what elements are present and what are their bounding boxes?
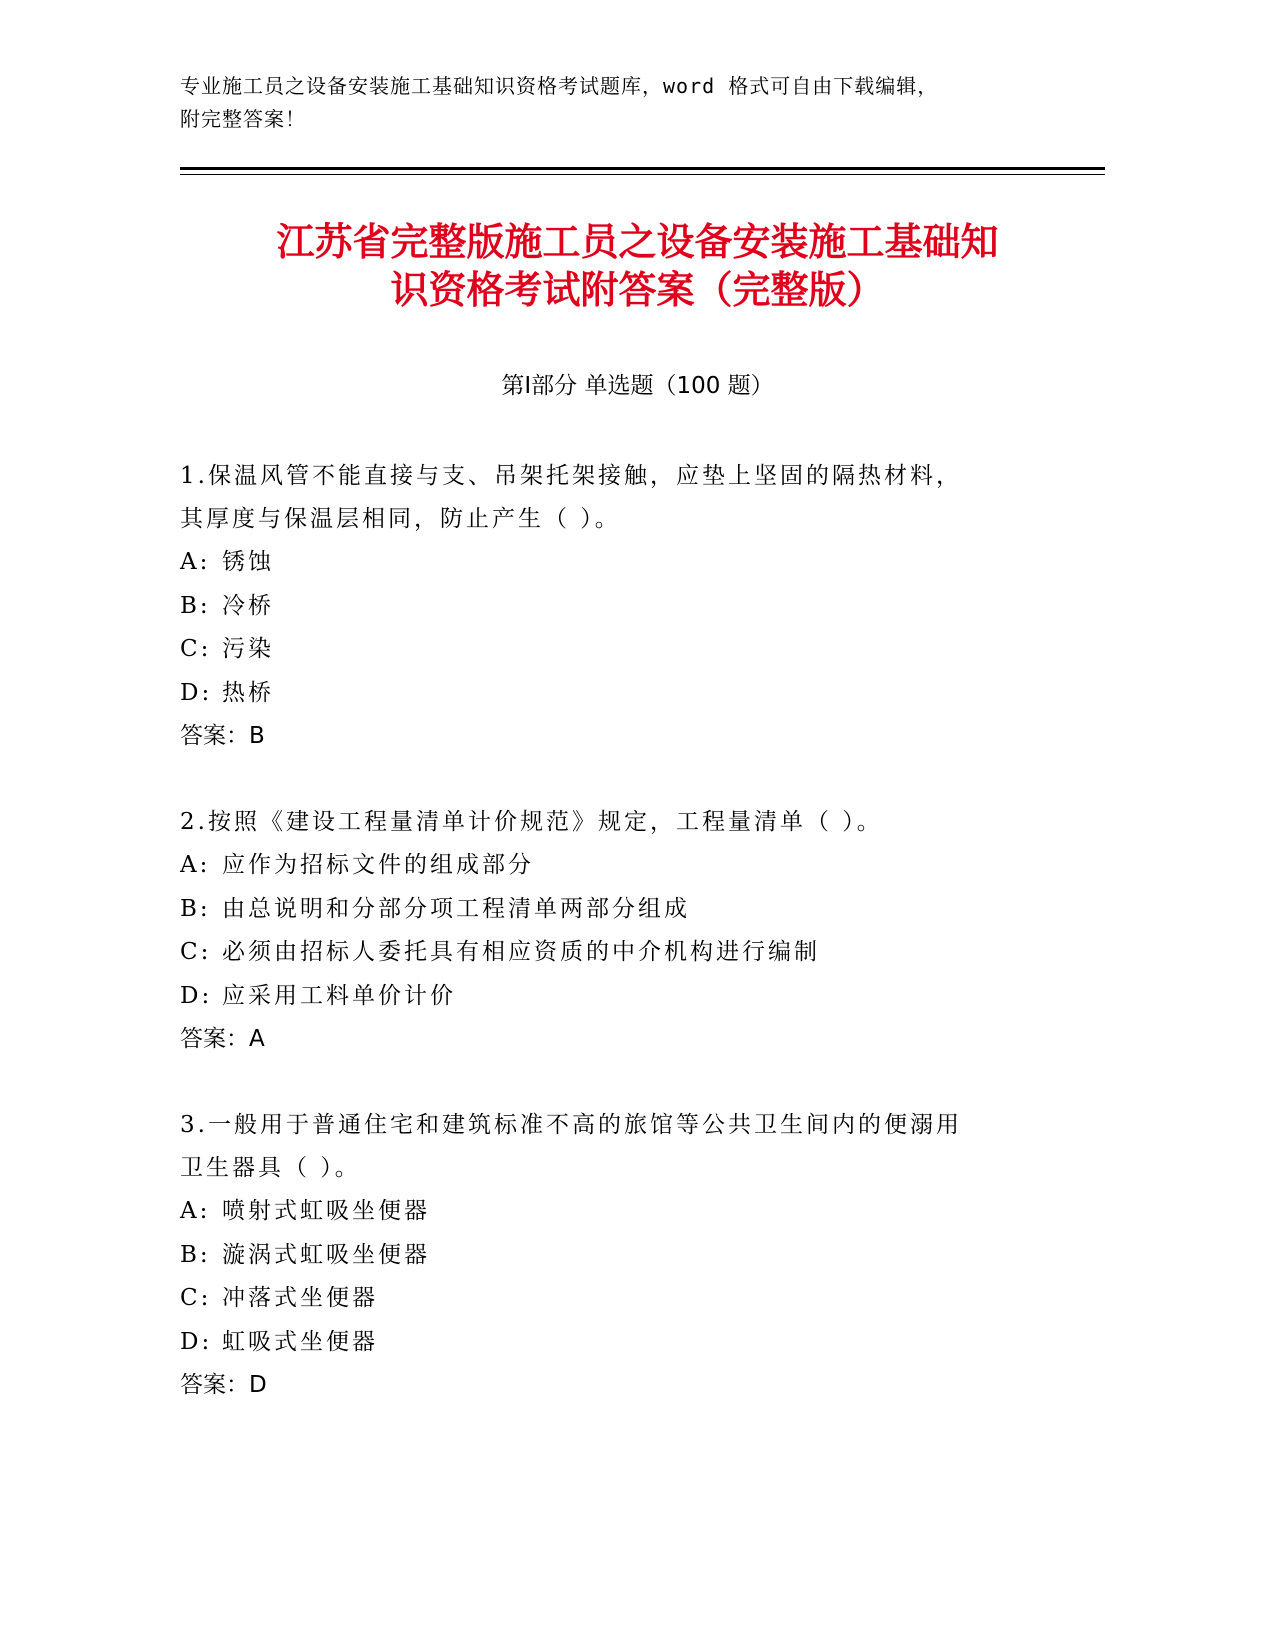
option-text: 热桥: [222, 679, 274, 706]
question-stem-line: 卫生器具（ ）。: [180, 1155, 361, 1181]
option-text: 应采用工料单价计价: [222, 982, 456, 1009]
option-a: [180, 1190, 1080, 1234]
header-note: [180, 70, 1080, 136]
title-line-1: 江苏省完整版施工员之设备安装施工基础知: [276, 220, 999, 264]
option-text: 锈蚀: [222, 549, 274, 575]
answer-line: 答案：D: [180, 1372, 267, 1398]
option-label: A:: [180, 1198, 211, 1224]
section-heading: 第Ⅰ部分 单选题（100 题）: [501, 373, 774, 399]
question-stem-line: 1.保温风管不能直接与支、吊架托架接触，应垫上坚固的隔热材料，: [180, 463, 962, 489]
option-label: C:: [180, 636, 212, 662]
option-label: A:: [180, 549, 211, 575]
option-b: [180, 1234, 1080, 1278]
header-line-2: 附完整答案！: [180, 107, 306, 131]
option-d: [180, 1321, 1080, 1365]
option-label: D:: [180, 679, 213, 706]
option-text: 漩涡式虹吸坐便器: [222, 1241, 430, 1268]
option-c: [180, 931, 1080, 975]
option-label: B:: [180, 895, 211, 922]
question-3: [180, 1104, 1080, 1407]
option-text: 必须由招标人委托具有相应资质的中介机构进行编制: [222, 939, 820, 965]
option-d: [180, 975, 1080, 1019]
option-c: [180, 628, 1080, 672]
option-text: 污染: [222, 636, 274, 662]
option-text: 由总说明和分部分项工程清单两部分组成: [222, 895, 690, 922]
option-label: A:: [180, 852, 211, 878]
header-line-1: 专业施工员之设备安装施工基础知识资格考试题库，word 格式可自由下载编辑，: [180, 74, 939, 98]
option-text: 冷桥: [222, 592, 274, 619]
question-stem-line: 2.按照《建设工程量清单计价规范》规定，工程量清单（ ）。: [180, 809, 883, 835]
answer-line: 答案：B: [180, 723, 265, 749]
option-text: 虹吸式坐便器: [222, 1328, 378, 1355]
answer-line: 答案：A: [180, 1026, 265, 1052]
option-c: [180, 1277, 1080, 1321]
option-b: [180, 888, 1080, 932]
question-list: [180, 455, 1080, 1450]
option-label: D:: [180, 1328, 213, 1355]
header-divider-thin: [180, 174, 1105, 175]
option-text: 应作为招标文件的组成部分: [222, 852, 534, 878]
title-line-2: 识资格考试附答案（完整版）: [390, 268, 885, 312]
option-label: B:: [180, 1241, 211, 1268]
option-label: B:: [180, 592, 211, 619]
option-label: C:: [180, 939, 212, 965]
option-b: [180, 585, 1080, 629]
option-a: [180, 844, 1080, 888]
option-text: 冲落式坐便器: [222, 1285, 378, 1311]
option-d: [180, 672, 1080, 716]
option-text: 喷射式虹吸坐便器: [222, 1198, 430, 1224]
question-2: [180, 801, 1080, 1061]
header-divider-thick: [180, 167, 1105, 170]
question-stem-line: 其厚度与保温层相同，防止产生（ ）。: [180, 506, 621, 532]
question-stem-line: 3.一般用于普通住宅和建筑标准不高的旅馆等公共卫生间内的便溺用: [180, 1112, 962, 1138]
question-1: [180, 455, 1080, 758]
option-label: D:: [180, 982, 213, 1009]
option-a: [180, 541, 1080, 585]
option-label: C:: [180, 1285, 212, 1311]
document-title: [180, 218, 1095, 314]
